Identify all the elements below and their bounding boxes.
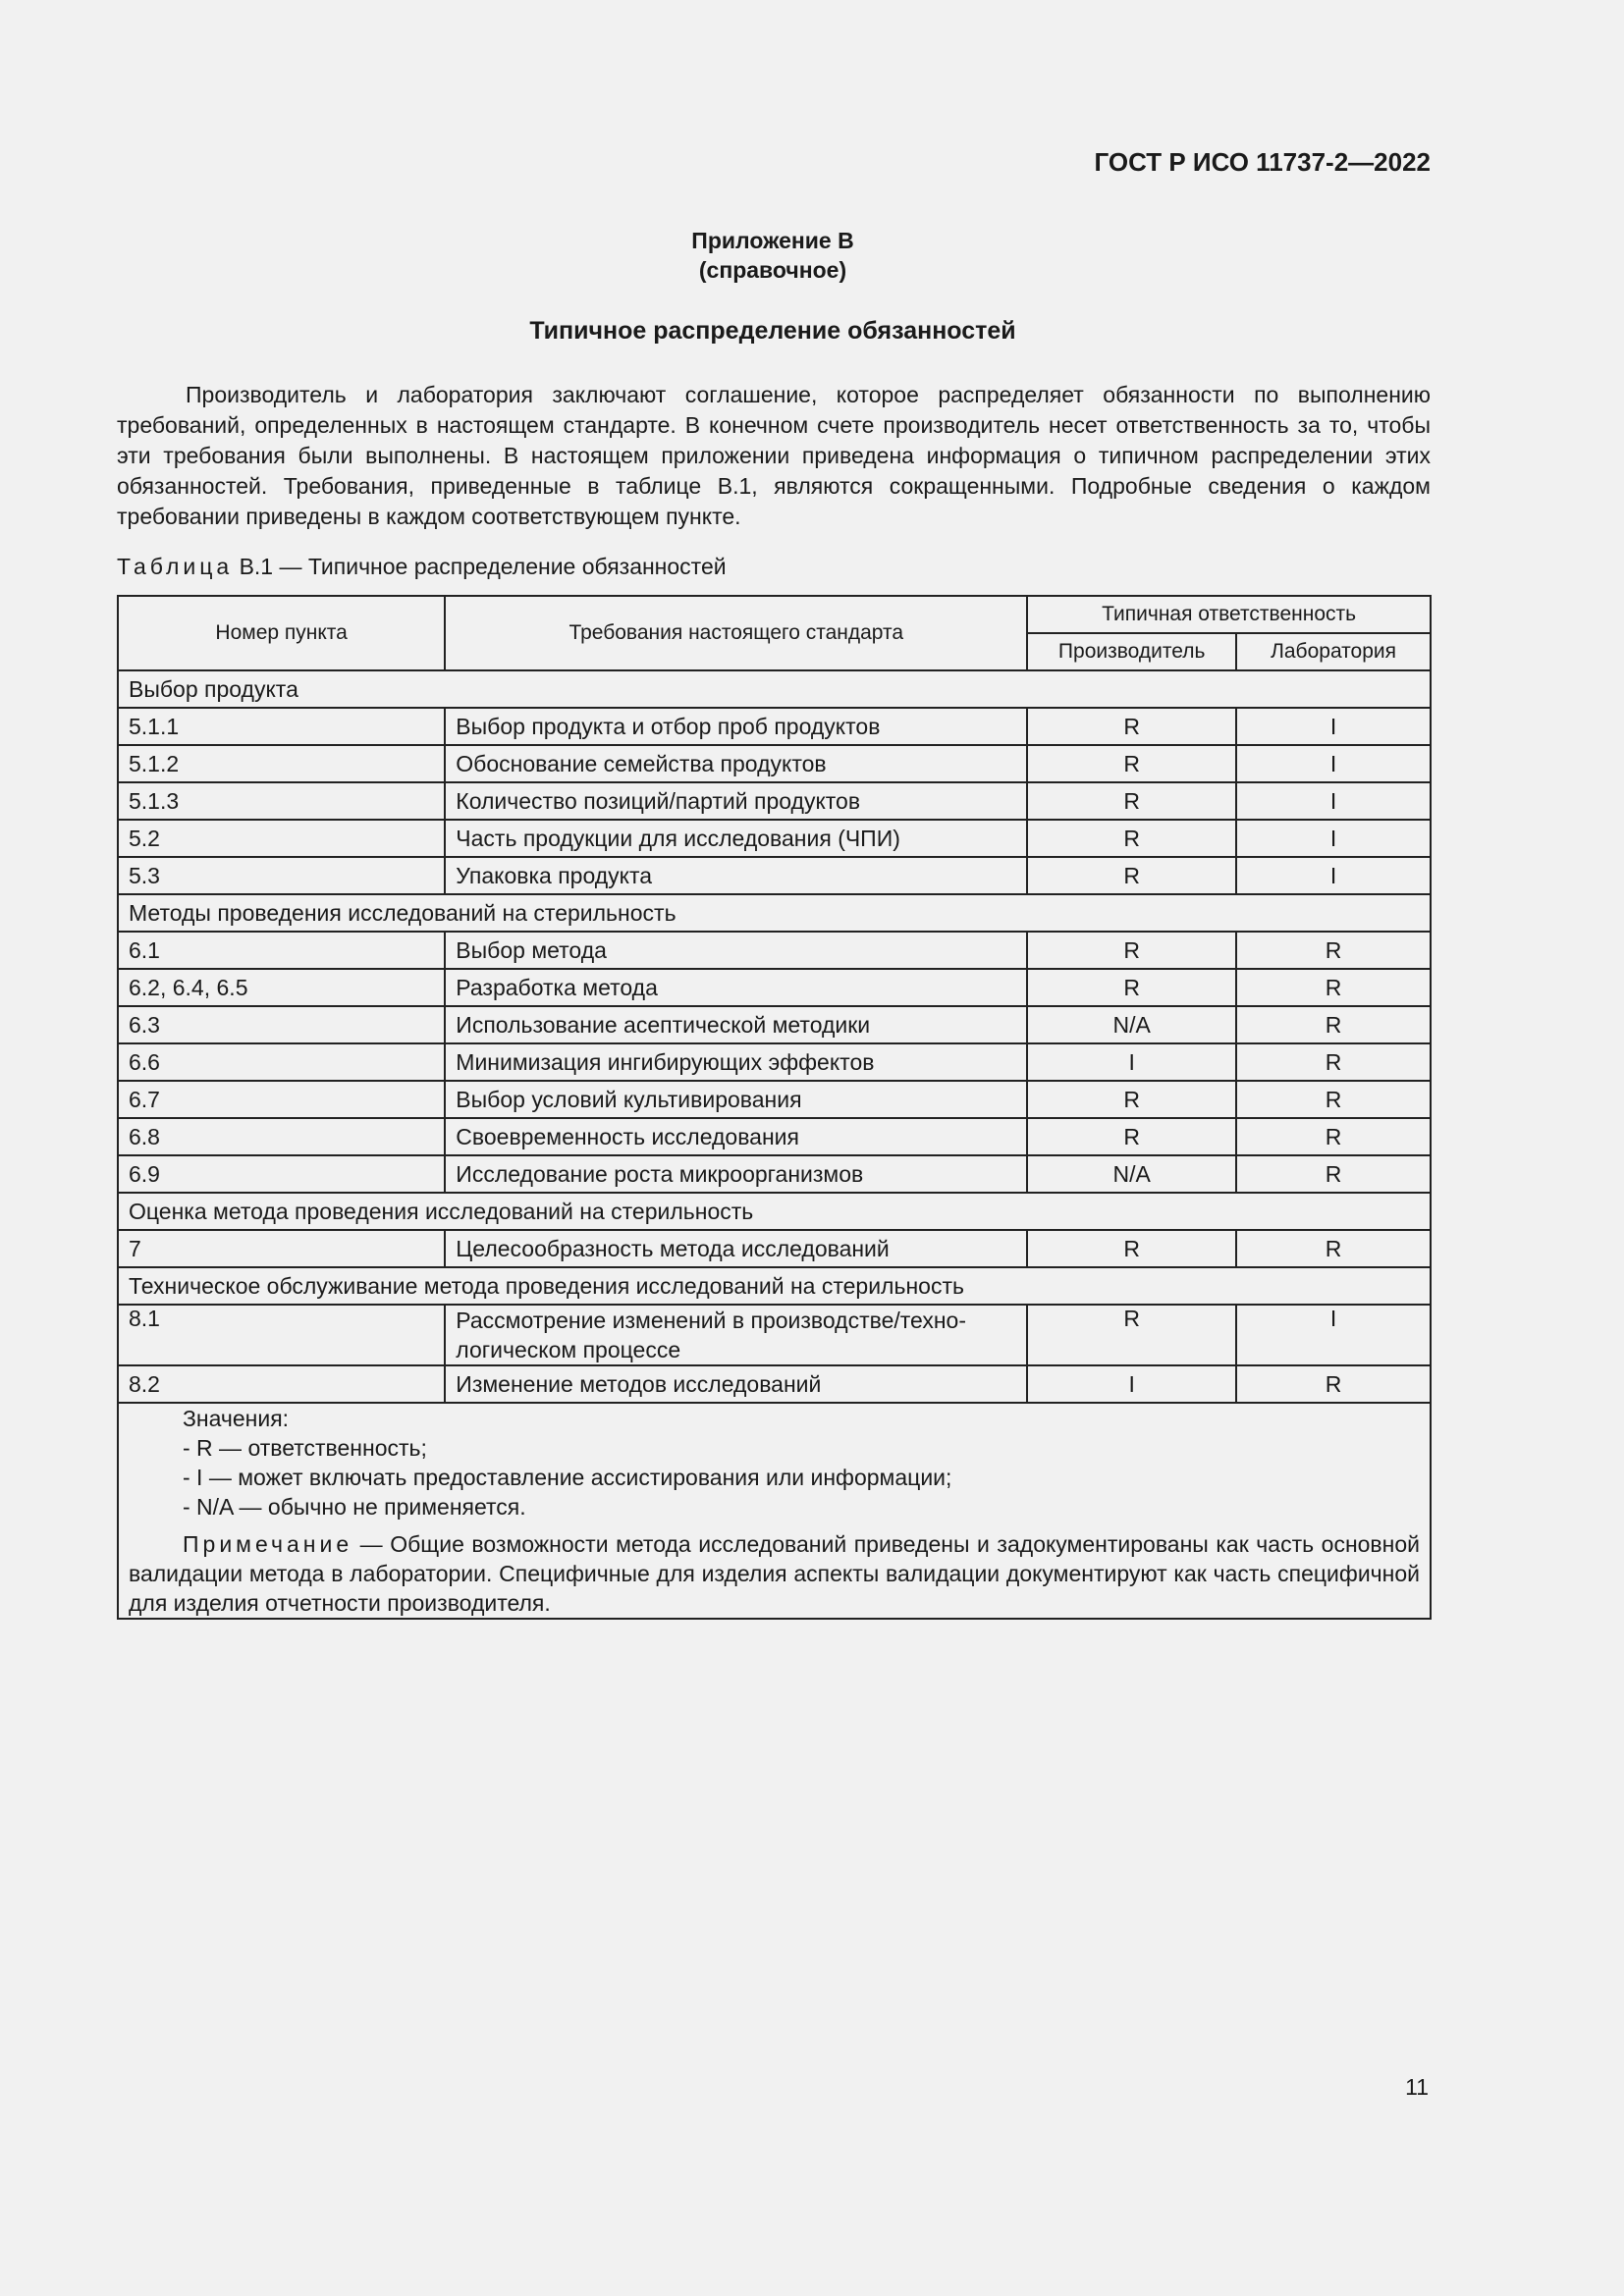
cell-requirement: Использование асептической методики <box>445 1006 1027 1043</box>
notes-cell <box>118 1403 1431 1619</box>
table-row <box>118 782 1431 820</box>
section-row <box>118 670 1431 708</box>
cell-laboratory: I <box>1236 857 1431 894</box>
legend-item: - N/A — обычно не применяется. <box>183 1494 526 1520</box>
cell-requirement: Минимизация ингибирующих эффектов <box>445 1043 1027 1081</box>
legend-item: - I — может включать предоставление ассистирования или информации; <box>183 1465 952 1490</box>
cell-number: 5.1.2 <box>118 745 445 782</box>
cell-number: 6.1 <box>118 932 445 969</box>
section-row <box>118 1193 1431 1230</box>
cell-laboratory: R <box>1236 1006 1431 1043</box>
cell-laboratory: R <box>1236 1081 1431 1118</box>
cell-manufacturer: I <box>1027 1043 1236 1081</box>
cell-laboratory: R <box>1236 1118 1431 1155</box>
cell-requirement: Рассмотрение изменений в производстве/техно-логическом процессе <box>445 1305 1027 1365</box>
cell-manufacturer: R <box>1027 745 1236 782</box>
table-header-row <box>118 596 1431 633</box>
table-row <box>118 1006 1431 1043</box>
cell-manufacturer: R <box>1027 1118 1236 1155</box>
appendix-heading <box>0 226 1545 285</box>
cell-requirement: Разработка метода <box>445 969 1027 1006</box>
cell-manufacturer: R <box>1027 708 1236 745</box>
table-row <box>118 1230 1431 1267</box>
section-title: Методы проведения исследований на стерильность <box>118 894 1431 932</box>
intro-paragraph: Производитель и лаборатория заключают соглашение, которое распределяет обязанности по выполнению требований, определенных в настоящем стандарте. В конечном счете производитель несет ответственность за то, чтобы эти требования были выполнены. В настоящем приложении приведена информация о типичном распределении этих обязанностей. Требования, приведенные в таблице В.1, являются сокращенными. Подробные сведения о каждом требовании приведены в каждом соответствующем пункте. <box>117 382 1431 529</box>
section-title: Оценка метода проведения исследований на стерильность <box>118 1193 1431 1230</box>
table-row <box>118 1118 1431 1155</box>
cell-manufacturer: R <box>1027 857 1236 894</box>
cell-laboratory: R <box>1236 1365 1431 1403</box>
cell-manufacturer: N/A <box>1027 1155 1236 1193</box>
cell-laboratory: I <box>1236 745 1431 782</box>
responsibility-table <box>117 595 1432 1620</box>
cell-requirement: Количество позиций/партий продуктов <box>445 782 1027 820</box>
table-caption <box>117 554 727 580</box>
section-title: Выбор продукта <box>118 670 1431 708</box>
cell-requirement: Своевременность исследования <box>445 1118 1027 1155</box>
cell-laboratory: R <box>1236 1155 1431 1193</box>
legend-item: - R — ответственность; <box>183 1435 427 1461</box>
cell-number: 6.6 <box>118 1043 445 1081</box>
cell-laboratory: R <box>1236 1230 1431 1267</box>
table-row <box>118 1043 1431 1081</box>
table-row <box>118 1365 1431 1403</box>
cell-number: 8.2 <box>118 1365 445 1403</box>
cell-manufacturer: R <box>1027 1081 1236 1118</box>
appendix-label: Приложение В <box>691 228 854 253</box>
table-row <box>118 969 1431 1006</box>
cell-number: 5.1.3 <box>118 782 445 820</box>
header-responsibility: Типичная ответственность <box>1027 596 1431 633</box>
table-caption-text: В.1 — Типичное распределение обязанностей <box>239 554 727 579</box>
cell-requirement: Целесообразность метода исследований <box>445 1230 1027 1267</box>
cell-laboratory: R <box>1236 969 1431 1006</box>
section-row <box>118 1267 1431 1305</box>
cell-number: 6.3 <box>118 1006 445 1043</box>
cell-manufacturer: R <box>1027 1230 1236 1267</box>
cell-number: 6.7 <box>118 1081 445 1118</box>
cell-number: 7 <box>118 1230 445 1267</box>
cell-laboratory: I <box>1236 1305 1431 1365</box>
legend-title: Значения: <box>183 1406 290 1431</box>
page-title: Типичное распределение обязанностей <box>529 317 1016 345</box>
table-caption-word: Таблица <box>117 554 234 579</box>
cell-requirement: Выбор продукта и отбор проб продуктов <box>445 708 1027 745</box>
cell-number: 5.3 <box>118 857 445 894</box>
table-row <box>118 1081 1431 1118</box>
legend <box>129 1404 1420 1522</box>
cell-laboratory: I <box>1236 820 1431 857</box>
cell-manufacturer: R <box>1027 782 1236 820</box>
table-row <box>118 857 1431 894</box>
cell-number: 6.8 <box>118 1118 445 1155</box>
cell-requirement: Обоснование семейства продуктов <box>445 745 1027 782</box>
cell-requirement: Упаковка продукта <box>445 857 1027 894</box>
cell-requirement: Изменение методов исследований <box>445 1365 1027 1403</box>
cell-number: 8.1 <box>118 1305 445 1365</box>
appendix-type: (справочное) <box>698 257 847 283</box>
table-row <box>118 1305 1431 1365</box>
table-note <box>129 1529 1420 1618</box>
cell-requirement: Выбор условий культивирования <box>445 1081 1027 1118</box>
cell-number: 5.2 <box>118 820 445 857</box>
cell-manufacturer: R <box>1027 932 1236 969</box>
header-laboratory: Лаборатория <box>1236 633 1431 670</box>
cell-number: 5.1.1 <box>118 708 445 745</box>
cell-requirement: Исследование роста микроорганизмов <box>445 1155 1027 1193</box>
header-item-number: Номер пункта <box>118 596 445 670</box>
note-label: Примечание <box>183 1531 353 1557</box>
cell-requirement: Выбор метода <box>445 932 1027 969</box>
cell-manufacturer: R <box>1027 969 1236 1006</box>
section-title: Техническое обслуживание метода проведения исследований на стерильность <box>118 1267 1431 1305</box>
page-number: 11 <box>1405 2074 1429 2100</box>
cell-requirement: Часть продукции для исследования (ЧПИ) <box>445 820 1027 857</box>
table-row <box>118 745 1431 782</box>
notes-row <box>118 1403 1431 1619</box>
cell-laboratory: I <box>1236 782 1431 820</box>
standard-code: ГОСТ Р ИСО 11737-2—2022 <box>1094 147 1431 177</box>
cell-laboratory: I <box>1236 708 1431 745</box>
cell-laboratory: R <box>1236 932 1431 969</box>
cell-number: 6.2, 6.4, 6.5 <box>118 969 445 1006</box>
cell-number: 6.9 <box>118 1155 445 1193</box>
table-row <box>118 708 1431 745</box>
cell-manufacturer: R <box>1027 820 1236 857</box>
table-row <box>118 820 1431 857</box>
note-text: — Общие возможности метода исследований приведены и задокументированы как часть основной валидации метода в лаборатории. Специфичные для изделия аспекты валидации документируют как часть специфичной для изделия отчетности производителя. <box>129 1531 1420 1616</box>
section-row <box>118 894 1431 932</box>
table-row <box>118 1155 1431 1193</box>
cell-manufacturer: R <box>1027 1305 1236 1365</box>
cell-manufacturer: I <box>1027 1365 1236 1403</box>
header-manufacturer: Производитель <box>1027 633 1236 670</box>
cell-manufacturer: N/A <box>1027 1006 1236 1043</box>
header-requirement: Требования настоящего стандарта <box>445 596 1027 670</box>
table-row <box>118 932 1431 969</box>
cell-laboratory: R <box>1236 1043 1431 1081</box>
